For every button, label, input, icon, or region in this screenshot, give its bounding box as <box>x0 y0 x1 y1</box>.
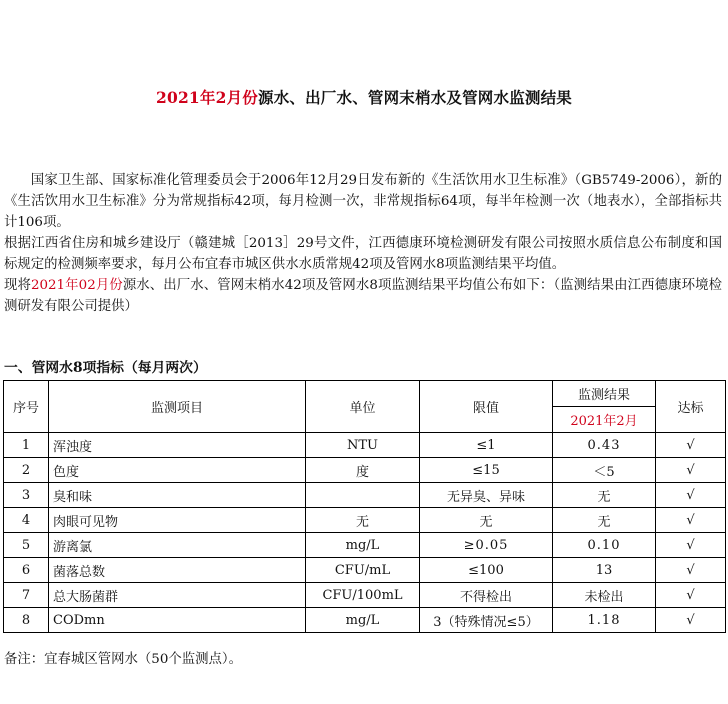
section-title: 一、管网水8项指标（每月两次） <box>4 360 207 376</box>
row-limit: 3（特殊情况≤5） <box>420 608 553 633</box>
row-value: ＜5 <box>553 458 656 483</box>
row-limit: 不得检出 <box>420 583 553 608</box>
row-value: 无 <box>553 508 656 533</box>
para3-before: 现将 <box>4 278 31 293</box>
row-pass-mark: √ <box>656 433 726 458</box>
row-item: 浑浊度 <box>49 433 306 458</box>
row-number: 7 <box>4 583 49 608</box>
row-unit: mg/L <box>306 608 420 633</box>
row-value: 未检出 <box>553 583 656 608</box>
para3-month: 2021年02月份 <box>31 278 123 293</box>
row-item: 游离氯 <box>49 533 306 558</box>
row-number: 4 <box>4 508 49 533</box>
para3-after: 源水、出厂水、管网末梢水42项及管网水8项监测结果平均值公布如下：（监测结果由江西德康环境检测研发有限公司提供） <box>4 278 723 314</box>
row-pass-mark: √ <box>656 483 726 508</box>
table-row <box>4 508 726 533</box>
header-seq: 序号 <box>4 381 49 433</box>
row-limit: ≤100 <box>420 558 553 583</box>
row-number: 8 <box>4 608 49 633</box>
row-item: CODmn <box>49 608 306 633</box>
row-pass-mark: √ <box>656 608 726 633</box>
row-value: 1.18 <box>553 608 656 633</box>
row-item: 色度 <box>49 458 306 483</box>
intro-text <box>4 170 722 317</box>
row-pass-mark: √ <box>656 458 726 483</box>
header-item: 监测项目 <box>49 381 306 433</box>
header-month: 2021年2月 <box>553 407 656 433</box>
table-row <box>4 583 726 608</box>
row-limit: 无 <box>420 508 553 533</box>
row-limit: 无异臭、异味 <box>420 483 553 508</box>
row-unit: CFU/100mL <box>306 583 420 608</box>
row-unit: mg/L <box>306 533 420 558</box>
row-unit: 度 <box>306 458 420 483</box>
title-month: 2021年2月份 <box>155 88 258 107</box>
row-pass-mark: √ <box>656 558 726 583</box>
header-unit: 单位 <box>306 381 420 433</box>
page-title <box>0 86 728 108</box>
row-pass-mark: √ <box>656 533 726 558</box>
results-table <box>3 380 726 633</box>
row-pass-mark: √ <box>656 508 726 533</box>
header-limit: 限值 <box>420 381 553 433</box>
row-unit <box>306 483 420 508</box>
row-item: 总大肠菌群 <box>49 583 306 608</box>
row-unit: NTU <box>306 433 420 458</box>
row-number: 5 <box>4 533 49 558</box>
row-limit: ≥0.05 <box>420 533 553 558</box>
title-text: 源水、出厂水、管网末梢水及管网水监测结果 <box>258 88 573 107</box>
table-row <box>4 433 726 458</box>
row-item: 菌落总数 <box>49 558 306 583</box>
row-value: 0.10 <box>553 533 656 558</box>
row-value: 13 <box>553 558 656 583</box>
row-unit: 无 <box>306 508 420 533</box>
row-number: 1 <box>4 433 49 458</box>
header-result: 监测结果 <box>553 381 656 407</box>
row-number: 2 <box>4 458 49 483</box>
table-row <box>4 608 726 633</box>
intro-paragraph-2: 根据江西省住房和城乡建设厅（赣建城［2013］29号文件，江西德康环境检测研发有限公司按照水质信息公布制度和国标规定的检测频率要求，每月公布宜春市城区供水水质常规42项及管网水8项监测结果平均值。 <box>4 236 722 272</box>
table-row <box>4 458 726 483</box>
table-row <box>4 483 726 508</box>
row-limit: ≤15 <box>420 458 553 483</box>
row-pass-mark: √ <box>656 583 726 608</box>
row-limit: ≤1 <box>420 433 553 458</box>
intro-paragraph-1: 国家卫生部、国家标准化管理委员会于2006年12月29日发布新的《生活饮用水卫生标准》（GB5749-2006），新的《生活饮用水卫生标准》分为常规指标42项，每月检测一次，非常规指标64项，每半年检测一次（地表水），全部指标共计106项。 <box>4 173 722 230</box>
row-number: 6 <box>4 558 49 583</box>
row-item: 肉眼可见物 <box>49 508 306 533</box>
row-value: 0.43 <box>553 433 656 458</box>
intro-paragraph-3 <box>4 275 722 317</box>
row-value: 无 <box>553 483 656 508</box>
table-row <box>4 533 726 558</box>
row-number: 3 <box>4 483 49 508</box>
row-unit: CFU/mL <box>306 558 420 583</box>
header-pass: 达标 <box>656 381 726 433</box>
table-row <box>4 558 726 583</box>
row-item: 臭和味 <box>49 483 306 508</box>
footnote: 备注：宜春城区管网水（50个监测点）。 <box>4 652 242 667</box>
